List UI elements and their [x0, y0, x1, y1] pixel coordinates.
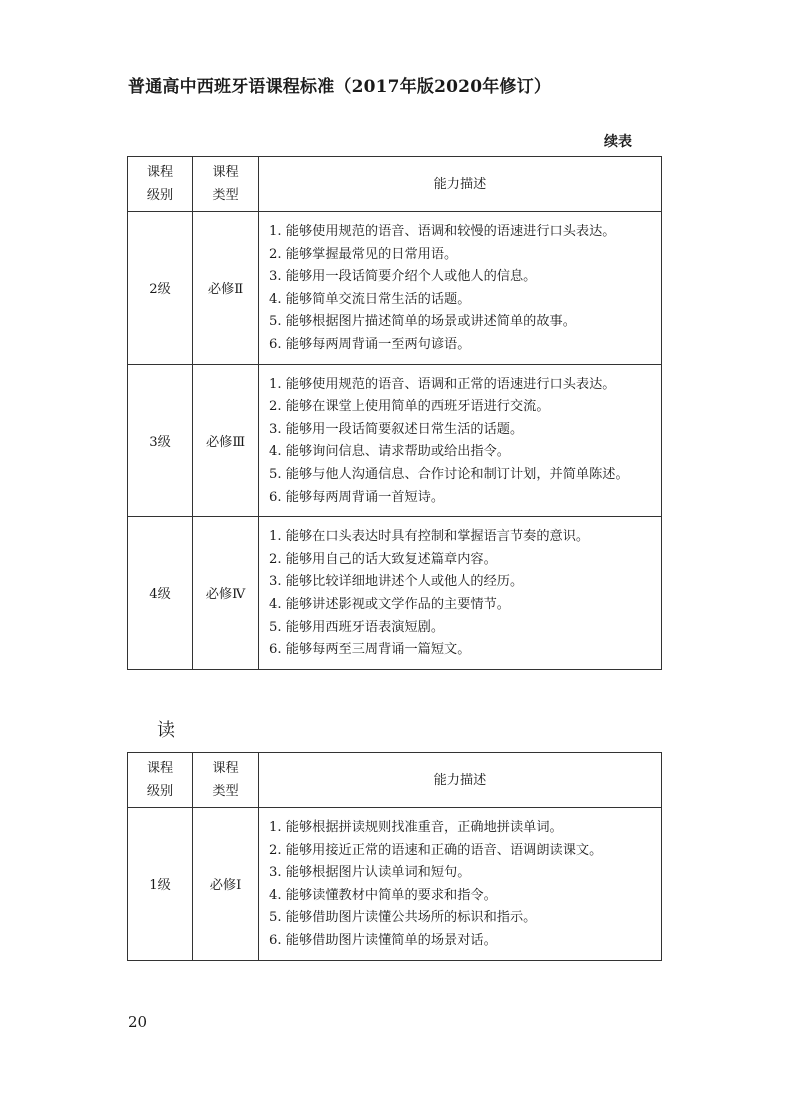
list-item: 4. 能够读懂教材中简单的要求和指令。 [269, 887, 497, 903]
course-type: 必修Ⅳ [193, 517, 259, 670]
header-type-line-1: 课程 [212, 165, 239, 180]
list-item: 3. 能够用一段话简要介绍个人或他人的信息。 [269, 269, 537, 285]
ability-description [259, 212, 662, 365]
course-level: 1级 [128, 808, 193, 961]
list-item: 2. 能够用自己的话大致复述篇章内容。 [269, 551, 497, 567]
list-item: 4. 能够讲述影视或文学作品的主要情节。 [269, 596, 510, 612]
list-item: 1. 能够使用规范的语音、语调和正常的语速进行口头表达。 [269, 376, 616, 392]
list-item: 4. 能够询问信息、请求帮助或给出指令。 [269, 444, 510, 460]
header-level [128, 157, 193, 212]
ability-description [259, 517, 662, 670]
header-type [193, 753, 259, 808]
table-row [128, 517, 662, 670]
list-item: 1. 能够使用规范的语音、语调和较慢的语速进行口头表达。 [269, 224, 616, 239]
list-item: 2. 能够用接近正常的语速和正确的语音、语调朗读课文。 [269, 842, 603, 858]
header-type-line-1: 课程 [212, 761, 239, 776]
header-level-line-2: 级别 [146, 784, 174, 799]
list-item: 3. 能够用一段话简要叙述日常生活的话题。 [269, 421, 524, 437]
header-level-line-1: 课程 [146, 165, 174, 180]
header-description: 能力描述 [259, 157, 662, 212]
course-type: 必修Ⅰ [193, 808, 259, 961]
continued-label: 续表 [604, 134, 632, 150]
list-item: 2. 能够掌握最常见的日常用语。 [269, 246, 458, 262]
running-header: 普通高中西班牙语课程标准（2017年版2020年修订） [128, 77, 552, 97]
header-description: 能力描述 [259, 753, 662, 808]
course-type: 必修Ⅲ [193, 364, 259, 517]
list-item: 3. 能够比较详细地讲述个人或他人的经历。 [269, 574, 524, 590]
header-type [193, 157, 259, 212]
header-type-line-2: 类型 [212, 188, 239, 203]
speaking-table [127, 156, 662, 670]
course-level: 2级 [128, 212, 193, 365]
section-title-reading: 读 [157, 720, 175, 741]
table-row [128, 212, 662, 365]
page-number: 20 [128, 1013, 148, 1031]
list-item: 6. 能够每两至三周背诵一篇短文。 [269, 642, 471, 658]
table-row [128, 808, 662, 961]
header-level-line-1: 课程 [146, 761, 174, 776]
list-item: 5. 能够借助图片读懂公共场所的标识和指示。 [269, 910, 537, 926]
course-level: 4级 [128, 517, 193, 670]
list-item: 5. 能够用西班牙语表演短剧。 [269, 619, 445, 635]
list-item: 6. 能够借助图片读懂简单的场景对话。 [269, 932, 497, 948]
list-item: 1. 能够根据拼读规则找准重音，正确地拼读单词。 [269, 820, 563, 835]
table-header-row [128, 753, 662, 808]
table-row [128, 364, 662, 517]
list-item: 5. 能够根据图片描述简单的场景或讲述简单的故事。 [269, 314, 576, 330]
course-level: 3级 [128, 364, 193, 517]
reading-table [127, 752, 662, 961]
list-item: 5. 能够与他人沟通信息、合作讨论和制订计划，并简单陈述。 [269, 466, 629, 482]
list-item: 3. 能够根据图片认读单词和短句。 [269, 865, 471, 881]
list-item: 2. 能够在课堂上使用简单的西班牙语进行交流。 [269, 399, 550, 415]
header-level-line-2: 级别 [146, 188, 174, 203]
ability-description [259, 364, 662, 517]
header-type-line-2: 类型 [212, 784, 239, 799]
ability-description [259, 808, 662, 961]
header-level [128, 753, 193, 808]
course-type: 必修Ⅱ [193, 212, 259, 365]
table-header-row [128, 157, 662, 212]
list-item: 6. 能够每两周背诵一首短诗。 [269, 489, 445, 505]
list-item: 4. 能够简单交流日常生活的话题。 [269, 291, 471, 307]
list-item: 6. 能够每两周背诵一至两句谚语。 [269, 336, 471, 352]
list-item: 1. 能够在口头表达时具有控制和掌握语言节奏的意识。 [269, 529, 590, 545]
